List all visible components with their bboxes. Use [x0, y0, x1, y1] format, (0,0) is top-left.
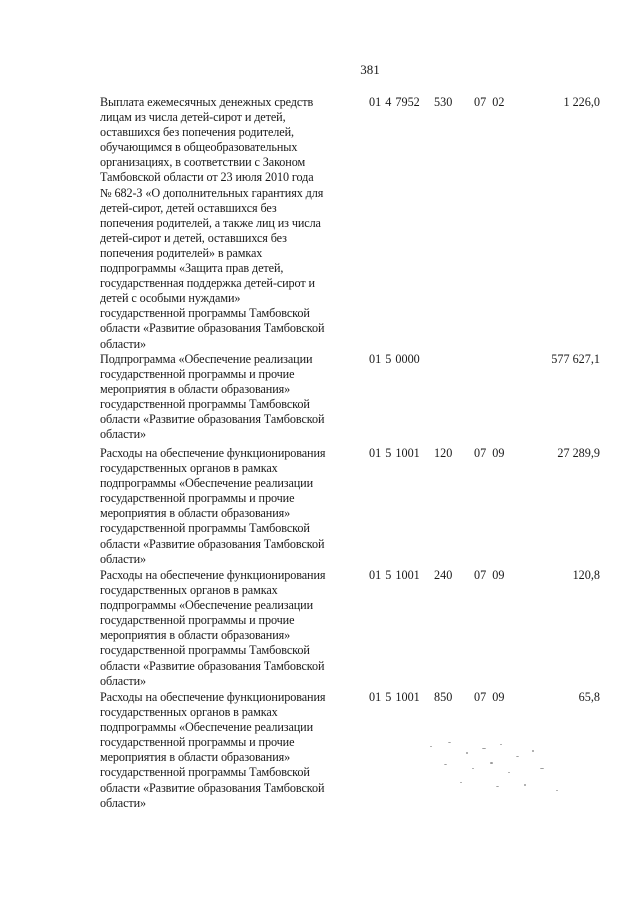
row-section-code: 07 09 [474, 446, 505, 460]
row-target-article-code: 01 5 1001 [369, 690, 420, 704]
scan-noise [420, 738, 570, 798]
scan-speck [496, 786, 499, 787]
row-target-article-code: 01 5 0000 [369, 352, 420, 366]
row-description: Подпрограмма «Обеспечение реализации государственной программы и прочие мероприятия в области образования» государственной программы Тамбовской области «Развитие образования Тамбовской области» [100, 352, 325, 442]
scan-speck [448, 742, 451, 743]
scan-speck [460, 782, 462, 783]
row-section-code: 07 09 [474, 568, 505, 582]
scan-speck [466, 752, 468, 754]
scan-speck [540, 768, 544, 769]
scan-speck [516, 756, 519, 757]
row-target-article-code: 01 5 1001 [369, 568, 420, 582]
row-description: Расходы на обеспечение функционирования государственных органов в рамках подпрограммы «Обеспечение реализации государственной программы и прочие мероприятия в области образования» государственной программы Тамбовской области «Развитие образования Тамбовской области» [100, 446, 326, 566]
scan-speck [430, 746, 432, 747]
scan-speck [524, 784, 526, 786]
row-amount: 577 627,1 [551, 352, 600, 366]
row-section-code: 07 02 [474, 95, 505, 109]
row-target-article-code: 01 5 1001 [369, 446, 420, 460]
scan-speck [482, 748, 486, 749]
row-expense-type-code: 240 [434, 568, 453, 582]
scan-speck [508, 772, 510, 773]
scan-speck [472, 768, 474, 769]
scan-speck [490, 762, 493, 764]
scan-speck [556, 790, 558, 791]
row-amount: 27 289,9 [557, 446, 600, 460]
row-amount: 1 226,0 [563, 95, 600, 109]
row-expense-type-code: 120 [434, 446, 453, 460]
row-amount: 65,8 [578, 690, 600, 704]
row-section-code: 07 09 [474, 690, 505, 704]
row-description: Выплата ежемесячных денежных средств лицам из числа детей-сирот и детей, оставшихся без попечения родителей, обучающимся в общеобразовательных организациях, в соответствии с Законом Тамбовской области от 23 июля 2010 года № 682-З «О дополнительных гарантиях для детей-сирот, детей оставшихся без попечения родителей, а также лиц из числа детей-сирот и детей, оставшихся без попечения родителей» в рамках подпрограммы «Защита прав детей, государственная поддержка детей-сирот и детей с особыми нуждами» государственной программы Тамбовской области «Развитие образования Тамбовской области» [100, 95, 325, 351]
row-expense-type-code: 850 [434, 690, 453, 704]
row-target-article-code: 01 4 7952 [369, 95, 420, 109]
page-number: 381 [360, 62, 380, 77]
row-description: Расходы на обеспечение функционирования государственных органов в рамках подпрограммы «Обеспечение реализации государственной программы и прочие мероприятия в области образования» государственной программы Тамбовской области «Развитие образования Тамбовской области» [100, 690, 326, 810]
scan-speck [444, 764, 447, 765]
scan-speck [532, 750, 534, 752]
row-expense-type-code: 530 [434, 95, 453, 109]
row-amount: 120,8 [572, 568, 600, 582]
row-description: Расходы на обеспечение функционирования государственных органов в рамках подпрограммы «Обеспечение реализации государственной программы и прочие мероприятия в области образования» государственной программы Тамбовской области «Развитие образования Тамбовской области» [100, 568, 326, 688]
scan-speck [500, 744, 502, 745]
